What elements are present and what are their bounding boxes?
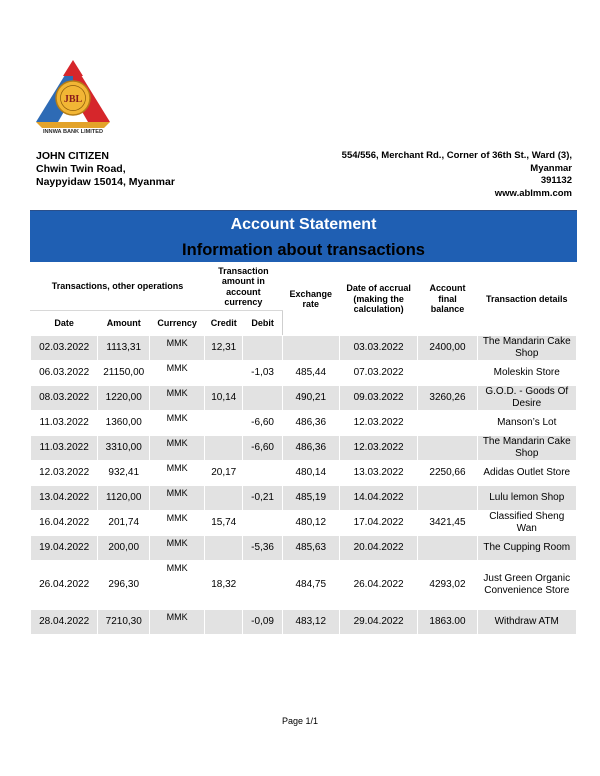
cell-debit (243, 461, 282, 486)
cell-amount: 200,00 (98, 536, 150, 561)
cell-final-balance: 1863.00 (418, 610, 477, 635)
bank-logo (30, 58, 116, 134)
customer-street: Chwin Twin Road, (36, 163, 126, 175)
transactions-table (30, 262, 577, 635)
cell-currency: MMK (150, 386, 205, 411)
cell-exchange-rate: 486,36 (282, 436, 339, 461)
cell-details: The Cupping Room (477, 536, 577, 561)
cell-amount: 21150,00 (98, 361, 150, 386)
cell-credit (205, 361, 243, 386)
cell-exchange-rate: 480,12 (282, 511, 339, 536)
statement-banner (30, 210, 577, 263)
cell-date: 12.03.2022 (31, 461, 98, 486)
cell-amount: 1360,00 (98, 411, 150, 436)
table-row (31, 411, 577, 436)
cell-details: The Mandarin Cake Shop (477, 336, 577, 361)
cell-currency: MMK (150, 610, 205, 635)
customer-address (36, 150, 175, 189)
table-row (31, 336, 577, 361)
statement-subtitle: Information about transactions (182, 241, 425, 259)
cell-date: 06.03.2022 (31, 361, 98, 386)
cell-date: 02.03.2022 (31, 336, 98, 361)
statement-title: Account Statement (230, 216, 377, 233)
cell-debit (243, 386, 282, 411)
cell-exchange-rate: 485,44 (282, 361, 339, 386)
table-group-header-row (31, 263, 577, 311)
cell-accrual-date: 14.04.2022 (339, 486, 418, 511)
cell-credit: 20,17 (205, 461, 243, 486)
cell-details: The Mandarin Cake Shop (477, 436, 577, 461)
header-credit: Credit (205, 311, 243, 336)
cell-currency: MMK (150, 536, 205, 561)
header-amount-in-currency: Transaction amount in account currency (205, 263, 283, 311)
customer-name: JOHN CITIZEN (36, 150, 109, 162)
cell-currency: MMK (150, 511, 205, 536)
cell-credit (205, 536, 243, 561)
cell-exchange-rate: 484,75 (282, 561, 339, 610)
bank-address (342, 150, 572, 200)
bank-address-line3: 391132 (540, 175, 572, 186)
header-operations: Transactions, other operations (31, 263, 205, 311)
cell-currency: MMK (150, 436, 205, 461)
table-row (31, 511, 577, 536)
cell-debit: -1,03 (243, 361, 282, 386)
table-row (31, 536, 577, 561)
cell-debit (243, 561, 282, 610)
page-number: Page 1/1 (281, 716, 319, 726)
cell-amount: 296,30 (98, 561, 150, 610)
cell-final-balance: 2400,00 (418, 336, 477, 361)
cell-date: 26.04.2022 (31, 561, 98, 610)
cell-accrual-date: 17.04.2022 (339, 511, 418, 536)
cell-exchange-rate (282, 336, 339, 361)
cell-exchange-rate: 485,63 (282, 536, 339, 561)
cell-date: 11.03.2022 (31, 436, 98, 461)
cell-final-balance: 2250,66 (418, 461, 477, 486)
table-row (31, 361, 577, 386)
cell-currency: MMK (150, 411, 205, 436)
cell-date: 08.03.2022 (31, 386, 98, 411)
bank-address-line1: 554/556, Merchant Rd., Corner of 36th St., Ward (3), (341, 150, 572, 161)
cell-credit (205, 610, 243, 635)
cell-amount: 1113,31 (98, 336, 150, 361)
cell-details: Adidas Outlet Store (477, 461, 577, 486)
cell-exchange-rate: 490,21 (282, 386, 339, 411)
cell-amount: 1220,00 (98, 386, 150, 411)
cell-accrual-date: 12.03.2022 (339, 411, 418, 436)
cell-exchange-rate: 485,19 (282, 486, 339, 511)
cell-amount: 1120,00 (98, 486, 150, 511)
table-row (31, 461, 577, 486)
cell-credit: 12,31 (205, 336, 243, 361)
cell-details: Classified Sheng Wan (477, 511, 577, 536)
cell-debit: -6,60 (243, 411, 282, 436)
cell-amount: 3310,00 (98, 436, 150, 461)
cell-date: 11.03.2022 (31, 411, 98, 436)
cell-debit: -0,21 (243, 486, 282, 511)
logo-monogram: JBL (63, 94, 83, 105)
logo-caption: INNWA BANK LIMITED (42, 129, 104, 134)
header-currency: Currency (150, 311, 205, 336)
cell-accrual-date: 09.03.2022 (339, 386, 418, 411)
cell-exchange-rate: 483,12 (282, 610, 339, 635)
cell-exchange-rate: 486,36 (282, 411, 339, 436)
header-amount: Amount (98, 311, 150, 336)
cell-credit (205, 436, 243, 461)
cell-final-balance (418, 536, 477, 561)
cell-debit: -5,36 (243, 536, 282, 561)
cell-amount: 201,74 (98, 511, 150, 536)
customer-city: Naypyidaw 15014, Myanmar (36, 176, 175, 188)
header-date: Date (31, 311, 98, 336)
cell-currency: MMK (150, 561, 205, 610)
cell-details: G.O.D. - Goods Of Desire (477, 386, 577, 411)
cell-credit: 15,74 (205, 511, 243, 536)
cell-currency: MMK (150, 486, 205, 511)
cell-accrual-date: 26.04.2022 (339, 561, 418, 610)
cell-credit (205, 411, 243, 436)
header-debit: Debit (243, 311, 282, 336)
cell-date: 13.04.2022 (31, 486, 98, 511)
cell-date: 16.04.2022 (31, 511, 98, 536)
table-row (31, 610, 577, 635)
header-exchange-rate: Exchange rate (282, 263, 339, 336)
bank-website: www.ablmm.com (494, 187, 572, 199)
cell-debit: -0,09 (243, 610, 282, 635)
cell-currency: MMK (150, 461, 205, 486)
cell-exchange-rate: 480,14 (282, 461, 339, 486)
table-row (31, 561, 577, 610)
cell-date: 28.04.2022 (31, 610, 98, 635)
cell-final-balance (418, 486, 477, 511)
cell-credit: 10,14 (205, 386, 243, 411)
header-final-balance: Account final balance (418, 263, 477, 336)
cell-date: 19.04.2022 (31, 536, 98, 561)
cell-accrual-date: 29.04.2022 (339, 610, 418, 635)
cell-accrual-date: 12.03.2022 (339, 436, 418, 461)
cell-debit (243, 511, 282, 536)
table-row (31, 386, 577, 411)
cell-amount: 932,41 (98, 461, 150, 486)
table-row (31, 436, 577, 461)
cell-details: Just Green Organic Convenience Store (477, 561, 577, 610)
cell-currency: MMK (150, 336, 205, 361)
cell-credit (205, 486, 243, 511)
cell-final-balance: 3421,45 (418, 511, 477, 536)
cell-accrual-date: 07.03.2022 (339, 361, 418, 386)
cell-final-balance (418, 436, 477, 461)
cell-details: Withdraw ATM (477, 610, 577, 635)
cell-details: Manson’s Lot (477, 411, 577, 436)
transactions-body (31, 336, 577, 635)
cell-credit: 18,32 (205, 561, 243, 610)
cell-debit (243, 336, 282, 361)
cell-amount: 7210,30 (98, 610, 150, 635)
bank-logo-graphic (30, 58, 116, 134)
cell-accrual-date: 03.03.2022 (339, 336, 418, 361)
cell-final-balance (418, 411, 477, 436)
table-row (31, 486, 577, 511)
cell-final-balance: 4293,02 (418, 561, 477, 610)
cell-final-balance: 3260,26 (418, 386, 477, 411)
cell-accrual-date: 20.04.2022 (339, 536, 418, 561)
bank-address-line2: Myanmar (530, 162, 572, 174)
cell-accrual-date: 13.03.2022 (339, 461, 418, 486)
cell-debit: -6,60 (243, 436, 282, 461)
header-details: Transaction details (477, 263, 577, 336)
cell-details: Moleskin Store (477, 361, 577, 386)
cell-final-balance (418, 361, 477, 386)
cell-currency: MMK (150, 361, 205, 386)
header-accrual-date: Date of accrual (making the calculation) (339, 263, 418, 336)
cell-details: Lulu lemon Shop (477, 486, 577, 511)
